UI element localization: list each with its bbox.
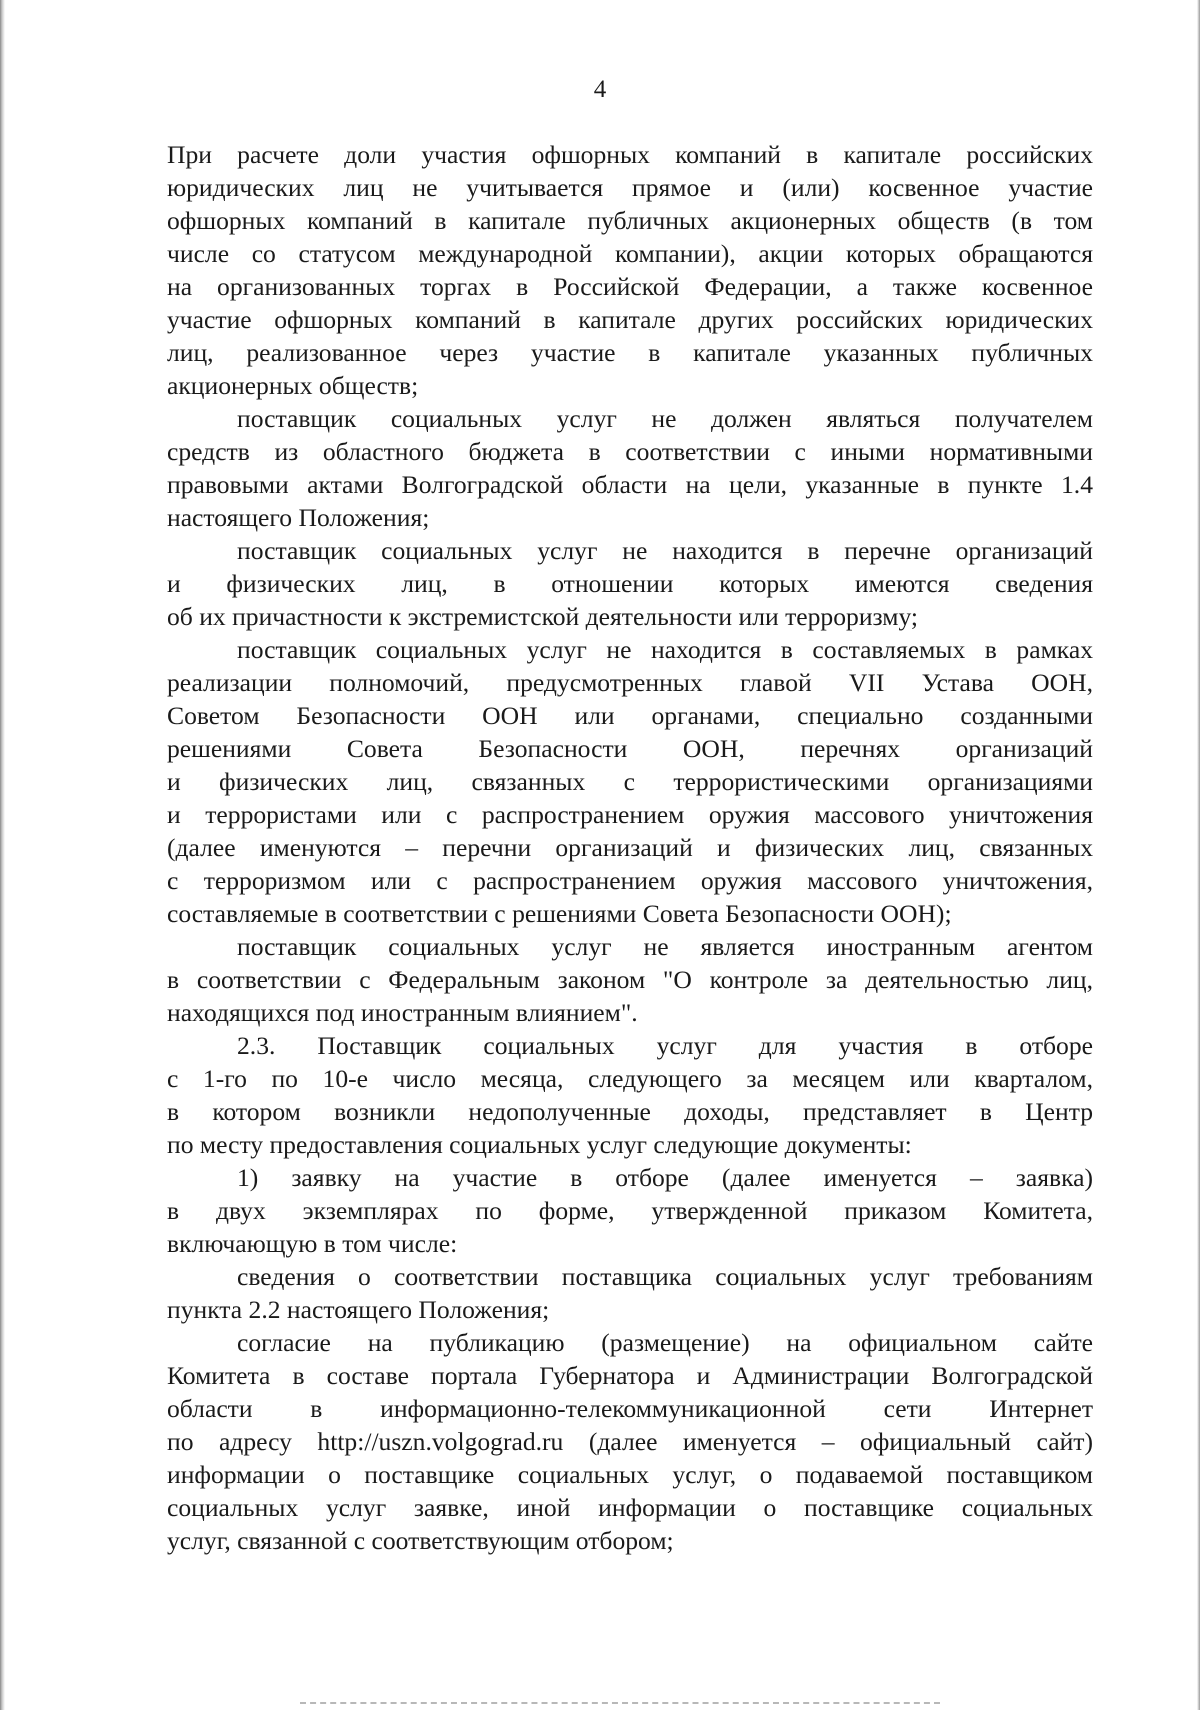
text-line: участие офшорных компаний в капитале других российских юридических xyxy=(167,305,1093,334)
text-line: 1) заявку на участие в отборе (далее именуется – заявка) xyxy=(237,1163,1093,1192)
page-number: 4 xyxy=(593,76,607,103)
text-line: и физических лиц, связанных с террористическими организациями xyxy=(167,767,1093,796)
text-line: об их причастности к экстремистской деятельности или терроризму; xyxy=(167,602,919,631)
text-line: согласие на публикацию (размещение) на официальном сайте xyxy=(237,1328,1093,1357)
text-line: реализации полномочий, предусмотренных главой VII Устава ООН, xyxy=(167,668,1093,697)
text-line: поставщик социальных услуг не является иностранным агентом xyxy=(237,932,1093,961)
text-line: офшорных компаний в капитале публичных акционерных обществ (в том xyxy=(167,206,1093,235)
text-line: области в информационно-телекоммуникационной сети Интернет xyxy=(167,1394,1093,1423)
text-line: сведения о соответствии поставщика социальных услуг требованиям xyxy=(237,1262,1093,1291)
text-line: с терроризмом или с распространением оружия массового уничтожения, xyxy=(167,866,1093,895)
text-line: услуг, связанной с соответствующим отбором; xyxy=(167,1526,674,1555)
text-line: настоящего Положения; xyxy=(167,503,430,532)
footer-rule xyxy=(300,1702,940,1704)
text-line: решениями Совета Безопасности ООН, перечнях организаций xyxy=(167,734,1093,763)
text-line: юридических лиц не учитывается прямое и (или) косвенное участие xyxy=(167,173,1093,202)
text-line: составляемые в соответствии с решениями Совета Безопасности ООН); xyxy=(167,899,952,928)
text-line: числе со статусом международной компании), акции которых обращаются xyxy=(167,239,1093,268)
text-line: Советом Безопасности ООН или органами, специально созданными xyxy=(167,701,1093,730)
text-line: на организованных торгах в Российской Федерации, а также косвенное xyxy=(167,272,1093,301)
text-line: находящихся под иностранным влиянием". xyxy=(167,998,638,1027)
text-line: с 1-го по 10-е число месяца, следующего за месяцем или кварталом, xyxy=(167,1064,1093,1093)
document-body xyxy=(167,138,1093,1557)
text-line: в соответствии с Федеральным законом "О контроле за деятельностью лиц, xyxy=(167,965,1093,994)
scan-left-edge xyxy=(0,0,5,1710)
text-line: информации о поставщике социальных услуг, о подаваемой поставщиком xyxy=(167,1460,1093,1489)
text-line: правовыми актами Волгоградской области на цели, указанные в пункте 1.4 xyxy=(167,470,1093,499)
text-line: средств из областного бюджета в соответствии с иными нормативными xyxy=(167,437,1093,466)
text-line: и физических лиц, в отношении которых имеются сведения xyxy=(167,569,1093,598)
text-line: поставщик социальных услуг не находится в перечне организаций xyxy=(237,536,1093,565)
text-line: в котором возникли недополученные доходы, представляет в Центр xyxy=(167,1097,1093,1126)
text-line: лиц, реализованное через участие в капитале указанных публичных xyxy=(167,338,1093,367)
text-line: поставщик социальных услуг не должен являться получателем xyxy=(237,404,1093,433)
text-line: Комитета в составе портала Губернатора и Администрации Волгоградской xyxy=(167,1361,1093,1390)
text-line: пункта 2.2 настоящего Положения; xyxy=(167,1295,550,1324)
text-line: поставщик социальных услуг не находится в составляемых в рамках xyxy=(237,635,1093,664)
text-line: (далее именуются – перечни организаций и физических лиц, связанных xyxy=(167,833,1093,862)
text-line: и террористами или с распространением оружия массового уничтожения xyxy=(167,800,1093,829)
text-line: по адресу http://uszn.volgograd.ru (далее именуется – официальный сайт) xyxy=(167,1427,1093,1456)
text-line: акционерных обществ; xyxy=(167,371,419,400)
text-line: 2.3. Поставщик социальных услуг для участия в отборе xyxy=(237,1031,1093,1060)
text-line: включающую в том числе: xyxy=(167,1229,458,1258)
text-line: социальных услуг заявке, иной информации о поставщике социальных xyxy=(167,1493,1093,1522)
text-line: в двух экземплярах по форме, утвержденной приказом Комитета, xyxy=(167,1196,1093,1225)
text-line: При расчете доли участия офшорных компаний в капитале российских xyxy=(167,140,1093,169)
text-line: по месту предоставления социальных услуг следующие документы: xyxy=(167,1130,912,1159)
